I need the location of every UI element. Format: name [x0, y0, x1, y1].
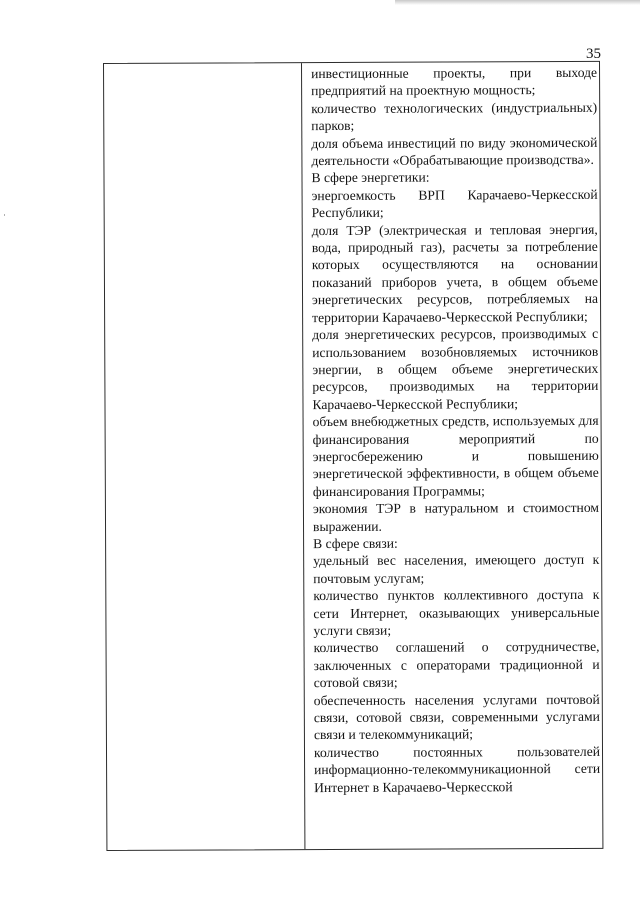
- list-item: обеспеченность населения услугами почтовой связи, сотовой связи, современными услугами связи и телекоммуникаций;: [313, 691, 600, 743]
- page-number: 35: [586, 46, 601, 62]
- table-right-cell: [302, 62, 602, 849]
- list-item: доля энергетических ресурсов, производимых с использованием возобновляемых источников энергии, в общем объеме энергетических ресурсов, производимых на территории Карачаево-Черкесской Республики;: [312, 325, 599, 412]
- list-item: энергоемкость ВРП Карачаево-Черкесской Республики;: [311, 186, 598, 221]
- list-item: удельный вес населения, имеющего доступ к почтовым услугам;: [313, 552, 600, 586]
- scan-speck: [4, 214, 5, 216]
- section-heading-communications: В сфере связи:: [313, 535, 398, 552]
- list-item: экономия ТЭР в натуральном и стоимостном выражении.: [312, 499, 599, 534]
- list-item: количество постоянных пользователей информационно-телекоммуникационной сети Интернет в Карачаево-Черкесской: [313, 743, 601, 795]
- section-heading-energy: В сфере энергетики:: [311, 170, 430, 186]
- list-item: инвестиционные проекты, при выходе предприятий на проектную мощность;: [311, 64, 598, 99]
- list-item: объем внебюджетных средств, используемых для финансирования мероприятий по энергосбережению и повышению энергетической эффективности, в общем объеме финансирования Программы;: [312, 412, 599, 499]
- scan-edge-shadow: [395, 0, 640, 5]
- list-item: доля объема инвестиций по виду экономической деятельности «Обрабатывающие производства».: [311, 134, 598, 169]
- table-left-cell: [104, 63, 305, 850]
- list-item: количество пунктов коллективного доступа к сети Интернет, оказывающих универсальные услуги связи;: [313, 587, 600, 639]
- list-item: доля ТЭР (электрическая и тепловая энергия, вода, природный газ), расчеты за потребление которых осуществляются на основании показаний приборов учета, в общем объеме энергетических ресурсов, потребляемых на территории Карачаево-Черкесской Республики;: [311, 221, 599, 325]
- list-item: количество технологических (индустриальных) парков;: [311, 99, 598, 134]
- indicator-list: [311, 64, 600, 796]
- document-table: [103, 61, 603, 851]
- list-item: количество соглашений о сотрудничестве, заключенных с операторами традиционной и сотовой связи;: [313, 639, 600, 691]
